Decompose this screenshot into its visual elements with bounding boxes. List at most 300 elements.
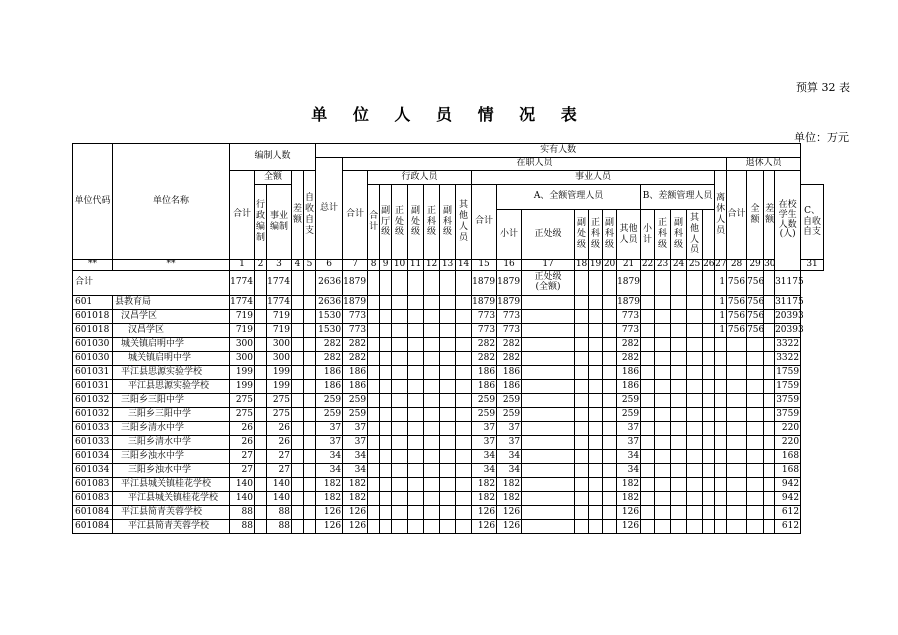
table-cell: 140 <box>230 478 255 492</box>
table-cell <box>456 324 472 338</box>
table-cell: 27 <box>267 464 292 478</box>
table-cell <box>655 324 671 338</box>
table-cell: 199 <box>230 380 255 394</box>
table-cell <box>575 492 589 506</box>
table-cell <box>575 366 589 380</box>
table-cell <box>456 450 472 464</box>
table-cell: 37 <box>472 422 497 436</box>
table-cell: 1879 <box>472 296 497 310</box>
table-cell <box>255 478 267 492</box>
table-cell <box>292 394 304 408</box>
table-cell <box>456 296 472 310</box>
header-fu-chu: 副处级 <box>575 210 589 260</box>
table-cell <box>408 296 424 310</box>
table-cell: 773 <box>472 324 497 338</box>
table-cell <box>368 408 380 422</box>
table-cell <box>304 492 316 506</box>
col-number: 18 <box>575 259 588 270</box>
unit-code-cell: 601083 <box>73 492 113 506</box>
table-cell <box>641 338 655 352</box>
table-cell <box>747 492 764 506</box>
table-cell <box>603 338 617 352</box>
table-cell <box>641 464 655 478</box>
table-cell <box>292 506 304 520</box>
table-cell <box>392 394 408 408</box>
table-cell <box>424 464 440 478</box>
table-cell <box>764 380 775 394</box>
table-cell <box>703 324 715 338</box>
table-cell <box>747 436 764 450</box>
table-cell: 126 <box>497 506 522 520</box>
table-cell <box>703 492 715 506</box>
table-cell <box>655 352 671 366</box>
table-cell: 26 <box>230 422 255 436</box>
header-institution-staffing: 事业编制 <box>267 185 292 260</box>
table-cell <box>727 380 747 394</box>
table-cell <box>747 450 764 464</box>
table-cell <box>641 436 655 450</box>
unit-code-cell: 601018 <box>73 324 113 338</box>
table-cell <box>589 408 603 422</box>
header-in-service-total: 合计 <box>343 171 368 260</box>
table-cell <box>687 464 703 478</box>
table-cell <box>304 271 316 296</box>
table-cell <box>368 450 380 464</box>
table-cell <box>368 338 380 352</box>
table-cell <box>603 464 617 478</box>
table-cell <box>255 520 267 534</box>
table-cell: 186 <box>343 380 368 394</box>
form-id: 预算 32 表 <box>796 81 850 94</box>
table-cell <box>703 478 715 492</box>
table-cell <box>522 352 575 366</box>
table-cell: 282 <box>497 352 522 366</box>
table-cell: 186 <box>316 380 343 394</box>
table-cell <box>655 492 671 506</box>
table-cell: 27 <box>230 464 255 478</box>
table-cell <box>380 352 392 366</box>
table-cell <box>424 520 440 534</box>
unit-code-cell: 601030 <box>73 338 113 352</box>
table-cell: 186 <box>472 380 497 394</box>
table-cell <box>292 324 304 338</box>
table-cell <box>440 366 456 380</box>
table-cell <box>424 408 440 422</box>
table-cell: 168 <box>775 464 801 478</box>
table-cell <box>440 520 456 534</box>
table-cell <box>392 422 408 436</box>
table-cell: 37 <box>617 436 641 450</box>
table-cell <box>440 422 456 436</box>
table-cell <box>671 310 687 324</box>
table-cell <box>703 310 715 324</box>
table-cell <box>589 394 603 408</box>
unit-name-cell: 平江县思源实验学校 <box>113 366 230 380</box>
table-cell <box>304 394 316 408</box>
table-cell <box>703 380 715 394</box>
table-cell <box>304 422 316 436</box>
table-cell <box>727 394 747 408</box>
table-cell <box>304 478 316 492</box>
table-cell <box>408 380 424 394</box>
header-unit-code: 单位代码 <box>73 144 113 260</box>
header-institution-staff: 事业人员 <box>472 171 715 185</box>
table-cell <box>687 352 703 366</box>
table-cell: 34 <box>343 464 368 478</box>
unit-code-cell: 601032 <box>73 394 113 408</box>
table-cell <box>440 436 456 450</box>
table-cell <box>304 310 316 324</box>
table-row <box>73 366 824 380</box>
table-row <box>73 464 824 478</box>
table-cell <box>408 310 424 324</box>
table-cell <box>292 478 304 492</box>
table-cell <box>589 366 603 380</box>
table-cell: 126 <box>472 520 497 534</box>
table-cell <box>687 436 703 450</box>
table-cell <box>575 324 589 338</box>
table-cell <box>715 492 727 506</box>
table-cell <box>687 408 703 422</box>
table-cell: 168 <box>775 450 801 464</box>
table-cell: 34 <box>497 450 522 464</box>
table-cell: 275 <box>230 394 255 408</box>
table-cell <box>304 506 316 520</box>
table-cell: 88 <box>267 506 292 520</box>
table-cell <box>380 324 392 338</box>
table-cell <box>522 366 575 380</box>
table-cell <box>641 352 655 366</box>
unit-code-cell: 601084 <box>73 520 113 534</box>
header-retired-diff: 差额 <box>764 171 775 260</box>
table-cell <box>304 352 316 366</box>
table-cell <box>408 394 424 408</box>
header-admin-total: 合计 <box>368 185 380 260</box>
table-cell <box>687 296 703 310</box>
header-small-total: 小计 <box>497 210 522 260</box>
table-cell: 756 <box>747 271 764 296</box>
table-cell <box>589 520 603 534</box>
table-cell: 34 <box>617 450 641 464</box>
table-cell <box>575 394 589 408</box>
table-cell <box>304 450 316 464</box>
table-cell <box>575 310 589 324</box>
table-cell <box>255 380 267 394</box>
table-cell <box>727 520 747 534</box>
table-cell <box>292 310 304 324</box>
col-number: 15 <box>472 260 497 271</box>
unit-code-cell: 601031 <box>73 380 113 394</box>
table-cell <box>292 296 304 310</box>
table-cell: 275 <box>267 394 292 408</box>
table-cell <box>392 450 408 464</box>
table-cell <box>380 408 392 422</box>
table-cell: 1879 <box>472 271 497 296</box>
table-cell <box>747 338 764 352</box>
table-cell: 719 <box>230 324 255 338</box>
table-cell <box>392 436 408 450</box>
table-cell: 3322 <box>775 352 801 366</box>
table-cell <box>424 492 440 506</box>
table-cell: 275 <box>230 408 255 422</box>
table-cell: 31175 <box>775 296 801 310</box>
table-cell <box>641 408 655 422</box>
table-cell <box>255 296 267 310</box>
table-cell: 259 <box>472 394 497 408</box>
table-cell: 37 <box>343 422 368 436</box>
table-cell <box>764 450 775 464</box>
table-cell <box>603 380 617 394</box>
table-cell: 126 <box>316 520 343 534</box>
table-cell <box>408 450 424 464</box>
table-cell <box>380 380 392 394</box>
table-cell: 259 <box>343 408 368 422</box>
table-cell: 88 <box>230 520 255 534</box>
table-cell <box>589 296 603 310</box>
table-cell: 2636 <box>316 271 343 296</box>
table-row <box>73 506 824 520</box>
table-cell <box>456 492 472 506</box>
table-cell <box>392 324 408 338</box>
table-cell: 27 <box>267 450 292 464</box>
col-number: 27 <box>715 259 727 270</box>
table-cell <box>589 450 603 464</box>
table-cell <box>655 506 671 520</box>
table-cell: 282 <box>617 338 641 352</box>
table-cell <box>522 394 575 408</box>
table-cell: 126 <box>497 520 522 534</box>
table-cell <box>368 271 380 296</box>
table-cell: 199 <box>230 366 255 380</box>
table-cell: 282 <box>343 338 368 352</box>
table-cell <box>380 338 392 352</box>
unit-code-cell: 601030 <box>73 352 113 366</box>
table-cell: 1879 <box>497 271 522 296</box>
table-cell <box>589 464 603 478</box>
table-cell <box>671 464 687 478</box>
table-cell <box>703 338 715 352</box>
table-cell <box>408 506 424 520</box>
table-cell: 282 <box>617 352 641 366</box>
unit-name-cell: 汉昌学区 <box>113 324 230 338</box>
table-cell <box>408 478 424 492</box>
table-cell <box>687 492 703 506</box>
table-cell <box>589 380 603 394</box>
table-cell <box>703 366 715 380</box>
header-full-funding: 全额 <box>255 171 292 185</box>
header-unit-name: 单位名称 <box>113 144 230 260</box>
table-cell: 259 <box>316 394 343 408</box>
table-cell: 126 <box>316 506 343 520</box>
table-cell: 37 <box>343 436 368 450</box>
table-cell <box>424 338 440 352</box>
header-institution-total: 合计 <box>472 185 497 260</box>
table-cell <box>424 324 440 338</box>
table-cell <box>408 271 424 296</box>
table-row <box>73 478 824 492</box>
table-row <box>73 380 824 394</box>
header-grand-total: 总计 <box>316 158 343 260</box>
table-cell <box>424 506 440 520</box>
header-retired-total: 合计 <box>727 171 747 260</box>
table-cell <box>392 408 408 422</box>
table-cell: 34 <box>343 450 368 464</box>
table-cell <box>304 464 316 478</box>
col-number: 21 <box>617 260 641 271</box>
table-cell: 1879 <box>617 296 641 310</box>
table-cell <box>304 366 316 380</box>
table-cell <box>368 506 380 520</box>
table-cell <box>292 450 304 464</box>
col-number: 19 <box>589 259 602 270</box>
table-cell: 182 <box>316 492 343 506</box>
header-zheng-ke: 正科级 <box>589 210 603 260</box>
header-deputy-div-level: 副处级 <box>408 185 424 260</box>
table-cell <box>292 338 304 352</box>
table-cell <box>408 338 424 352</box>
table-cell <box>641 310 655 324</box>
table-cell <box>575 296 589 310</box>
table-cell: 282 <box>497 338 522 352</box>
table-cell <box>440 450 456 464</box>
table-cell <box>380 478 392 492</box>
table-cell <box>687 506 703 520</box>
table-cell <box>764 366 775 380</box>
table-cell: 1 <box>715 324 727 338</box>
table-cell <box>575 352 589 366</box>
table-cell <box>408 422 424 436</box>
table-cell <box>440 338 456 352</box>
table-cell <box>764 492 775 506</box>
unit-code-cell: 601083 <box>73 478 113 492</box>
unit-code-cell: 601018 <box>73 310 113 324</box>
table-cell <box>255 394 267 408</box>
table-cell <box>380 310 392 324</box>
table-cell: 37 <box>316 422 343 436</box>
table-cell <box>380 394 392 408</box>
header-actual: 实有人数 <box>316 144 801 158</box>
table-cell <box>671 520 687 534</box>
table-cell: 282 <box>472 352 497 366</box>
table-row <box>73 422 824 436</box>
table-cell <box>392 478 408 492</box>
header-retired: 退休人员 <box>727 158 801 171</box>
table-cell: 259 <box>617 408 641 422</box>
table-cell <box>424 296 440 310</box>
table-cell <box>603 450 617 464</box>
table-cell <box>255 422 267 436</box>
table-cell <box>703 394 715 408</box>
unit-name-cell: 三阳乡三阳中学 <box>113 408 230 422</box>
table-cell <box>703 296 715 310</box>
header-sect-level: 正科级 <box>424 185 440 260</box>
table-cell: 140 <box>230 492 255 506</box>
table-cell <box>603 436 617 450</box>
table-cell <box>655 520 671 534</box>
table-cell: 34 <box>497 464 522 478</box>
table-cell <box>522 422 575 436</box>
table-row <box>73 352 824 366</box>
table-cell <box>715 436 727 450</box>
table-cell <box>687 366 703 380</box>
table-cell <box>392 506 408 520</box>
table-cell <box>641 478 655 492</box>
col-number: 6 <box>316 260 343 271</box>
table-cell <box>440 271 456 296</box>
header-full-other: 其他人员 <box>617 210 641 260</box>
table-cell <box>671 338 687 352</box>
header-retired-left: 离休人员 <box>715 171 727 260</box>
table-cell <box>255 338 267 352</box>
col-mark-name: ** <box>113 260 230 271</box>
table-cell: 259 <box>343 394 368 408</box>
table-cell <box>603 366 617 380</box>
table-cell: 186 <box>497 366 522 380</box>
table-cell <box>747 422 764 436</box>
table-cell: 275 <box>267 408 292 422</box>
unit-name-cell: 三阳乡浊水中学 <box>113 450 230 464</box>
table-cell <box>715 464 727 478</box>
col-number: 12 <box>424 260 440 271</box>
table-cell <box>727 450 747 464</box>
table-cell <box>408 520 424 534</box>
table-cell: 220 <box>775 422 801 436</box>
table-cell: 282 <box>316 352 343 366</box>
col-number: 22 <box>641 259 654 270</box>
table-cell <box>368 464 380 478</box>
table-cell: 199 <box>267 380 292 394</box>
table-cell: 1759 <box>775 380 801 394</box>
table-cell <box>715 394 727 408</box>
table-cell: 2636 <box>316 296 343 310</box>
table-cell <box>764 422 775 436</box>
table-cell <box>589 506 603 520</box>
table-cell <box>715 520 727 534</box>
table-cell <box>603 506 617 520</box>
table-cell <box>424 450 440 464</box>
table-cell <box>687 520 703 534</box>
col-number: 25 <box>687 260 703 271</box>
table-cell <box>368 492 380 506</box>
table-cell <box>703 408 715 422</box>
col-number: 24 <box>671 260 687 271</box>
table-cell <box>456 520 472 534</box>
table-cell <box>255 408 267 422</box>
table-cell <box>764 478 775 492</box>
col-number: 14 <box>456 260 472 271</box>
table-cell: 37 <box>617 422 641 436</box>
table-cell <box>603 492 617 506</box>
table-cell: 26 <box>230 436 255 450</box>
col-number: 11 <box>408 260 424 271</box>
table-cell <box>603 408 617 422</box>
table-cell <box>456 366 472 380</box>
table-cell <box>655 450 671 464</box>
table-cell <box>687 450 703 464</box>
table-cell <box>671 436 687 450</box>
unit-code-cell: 601084 <box>73 506 113 520</box>
table-cell: 186 <box>316 366 343 380</box>
col-number: 28 <box>727 260 747 271</box>
table-cell <box>603 478 617 492</box>
unit-name-cell: 平江县简青芙蓉学校 <box>113 506 230 520</box>
table-cell: 1774 <box>267 271 292 296</box>
table-cell <box>380 450 392 464</box>
table-cell: 1774 <box>267 296 292 310</box>
table-cell <box>671 492 687 506</box>
table-cell: 34 <box>316 450 343 464</box>
table-row <box>73 324 824 338</box>
